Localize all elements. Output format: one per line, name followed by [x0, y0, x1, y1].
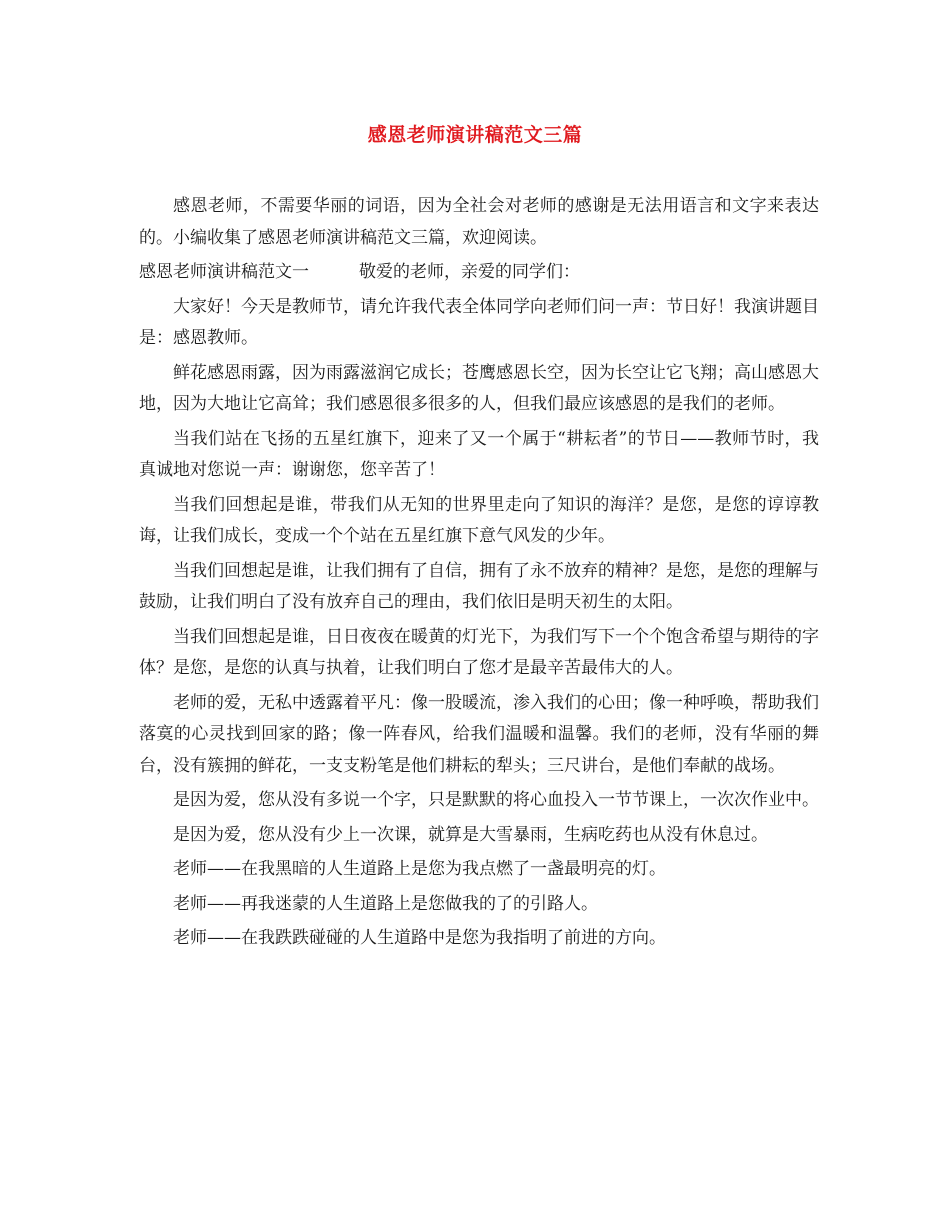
- salutation: 敬爱的老师，亲爱的同学们：: [359, 262, 580, 282]
- section-heading-line: [139, 257, 819, 289]
- paragraph-12: 老师——在我跌跌碰碰的人生道路中是您为我指明了前进的方向。: [173, 928, 666, 948]
- intro-paragraph: 感恩老师，不需要华丽的词语，因为全社会对老师的感谢是无法用语言和文字来表达的。小编收集了感恩老师演讲稿范文三篇，欢迎阅读。: [139, 196, 819, 248]
- paragraph-11: 老师——再我迷蒙的人生道路上是您做我的了的引路人。: [173, 893, 598, 914]
- document-body: [139, 191, 819, 958]
- paragraph-6: 当我们回想起是谁，日日夜夜在暖黄的灯光下，为我们写下一个个饱含希望与期待的字体？是您，是您的认真与执着，让我们明白了您才是最辛苦最伟大的人。: [139, 626, 819, 678]
- document-title: 感恩老师演讲稿范文三篇: [367, 124, 583, 146]
- section-heading: 感恩老师演讲稿范文一: [139, 262, 309, 282]
- paragraph-4: 当我们回想起是谁，带我们从无知的世界里走向了知识的海洋？是您，是您的谆谆教诲，让我们成长，变成一个个站在五星红旗下意气风发的少年。: [139, 494, 819, 546]
- paragraph-5: 当我们回想起是谁，让我们拥有了自信，拥有了永不放弃的精神？是您，是您的理解与鼓励，让我们明白了没有放弃自己的理由，我们依旧是明天初生的太阳。: [139, 560, 819, 612]
- paragraph-10: 老师——在我黑暗的人生道路上是您为我点燃了一盏最明亮的灯。: [173, 859, 666, 879]
- paragraph-7: 老师的爱，无私中透露着平凡：像一股暖流，渗入我们的心田；像一种呼唤，帮助我们落寞的心灵找到回家的路；像一阵春风，给我们温暖和温馨。我们的老师，没有华丽的舞台，没有簇拥的鲜花，一支支粉笔是他们耕耘的犁头；三尺讲台，是他们奉献的战场。: [139, 692, 819, 776]
- paragraph-8: 是因为爱，您从没有多说一个字，只是默默的将心血投入一节节课上，一次次作业中。: [173, 790, 819, 810]
- paragraph-2: 鲜花感恩雨露，因为雨露滋润它成长；苍鹰感恩长空，因为长空让它飞翔；高山感恩大地，因为大地让它高耸；我们感恩很多很多的人，但我们最应该感恩的是我们的老师。: [139, 362, 819, 414]
- paragraph-9: 是因为爱，您从没有少上一次课，就算是大雪暴雨，生病吃药也从没有休息过。: [173, 824, 768, 845]
- paragraph-1: 大家好！今天是教师节，请允许我代表全体同学向老师们问一声：节日好！我演讲题目是：感恩教师。: [139, 296, 819, 348]
- paragraph-3: 当我们站在飞扬的五星红旗下，迎来了又一个属于“耕耘者”的节日——教师节时，我真诚地对您说一声：谢谢您，您辛苦了！: [139, 428, 819, 480]
